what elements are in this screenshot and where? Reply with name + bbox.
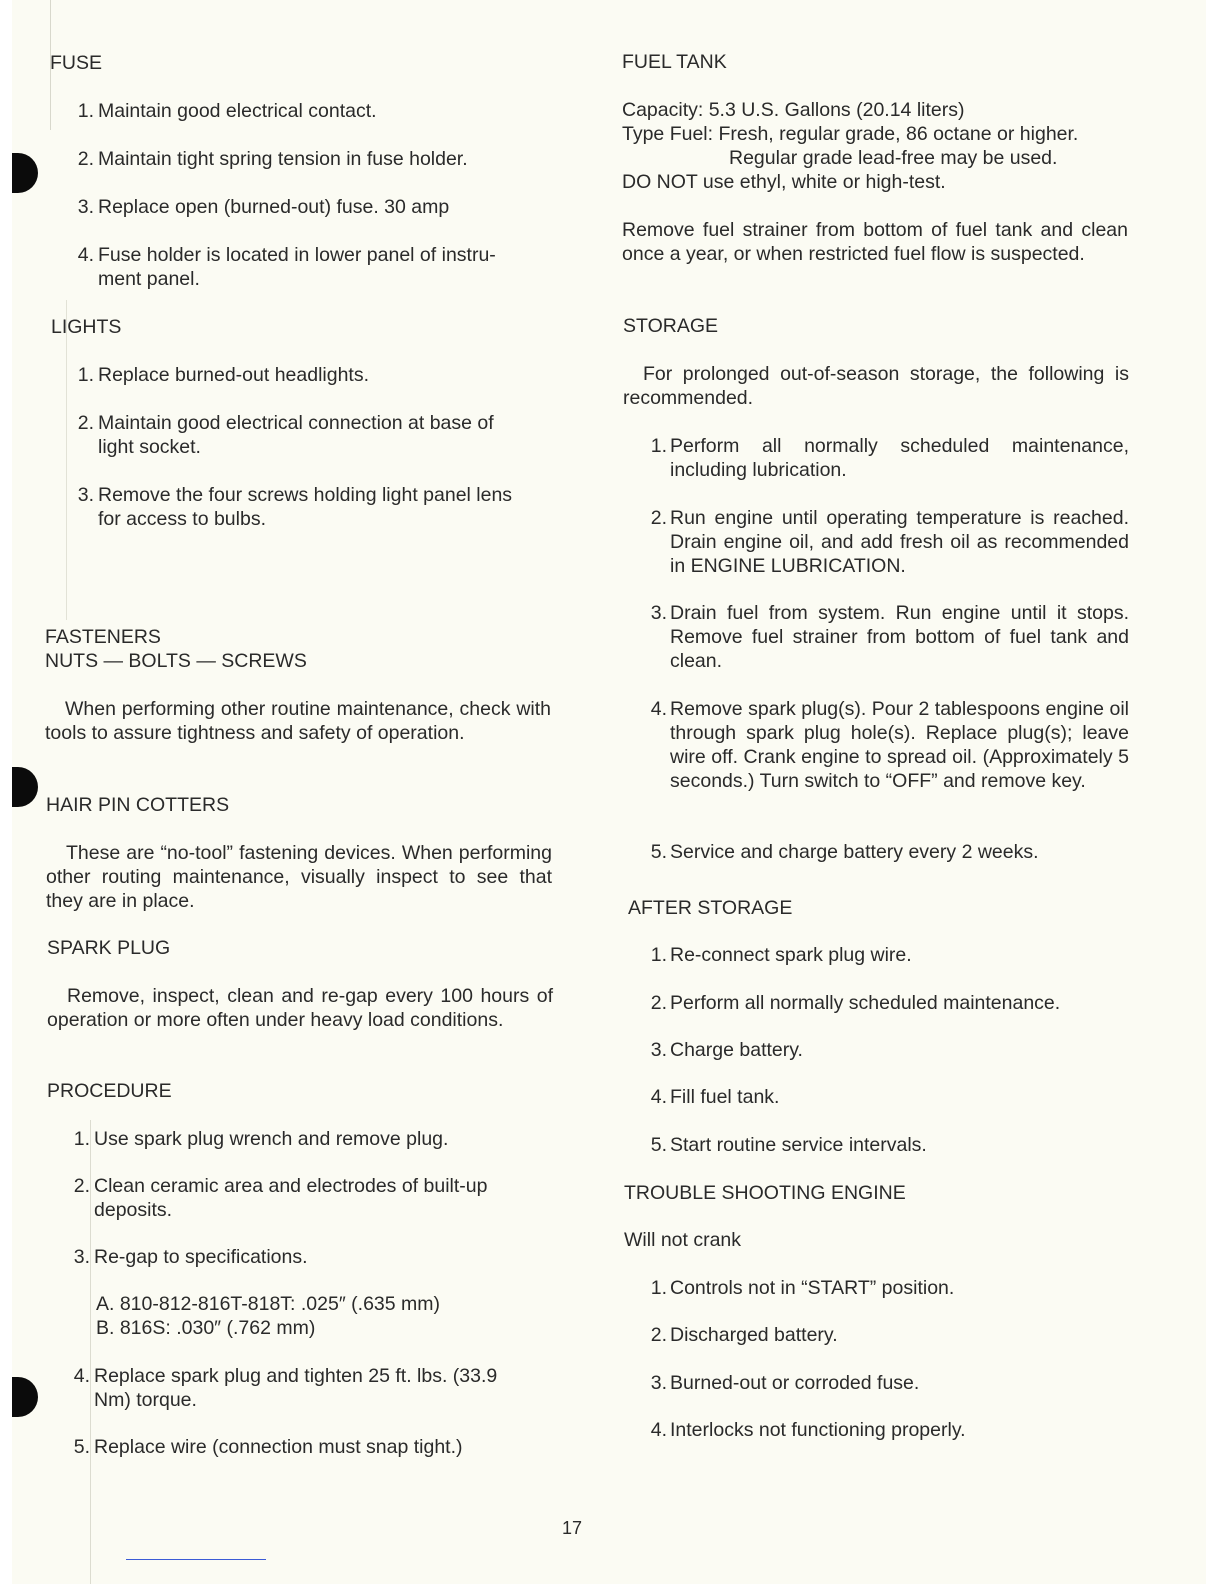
- subheading-will-not-crank: Will not crank: [624, 1229, 742, 1251]
- section-heading-lights: LIGHTS: [51, 316, 122, 338]
- section-heading-after-storage: AFTER STORAGE: [628, 897, 793, 919]
- section-heading-fuse: FUSE: [50, 52, 103, 74]
- section-heading-procedure: PROCEDURE: [47, 1080, 172, 1102]
- section-heading-fasteners: FASTENERS: [45, 626, 161, 648]
- page-fold-line: [66, 300, 67, 620]
- paragraph: Remove, inspect, clean and re-gap every 100 hours of operation or more often under heavy load conditions.: [47, 985, 553, 1031]
- paragraph: Remove fuel strainer from bottom of fuel tank and clean once a year, or when restricted fuel flow is suspected.: [622, 219, 1128, 265]
- fuel-warning: DO NOT use ethyl, white or high-test.: [622, 171, 946, 193]
- paragraph: For prolonged out-of-season storage, the following is recommended.: [623, 363, 1129, 409]
- section-heading-trouble-shooting: TROUBLE SHOOTING ENGINE: [624, 1182, 906, 1204]
- section-heading-hair-pin-cotters: HAIR PIN COTTERS: [46, 794, 230, 816]
- fuel-capacity: Capacity: 5.3 U.S. Gallons (20.14 liters): [622, 99, 965, 121]
- section-heading-storage: STORAGE: [623, 315, 718, 337]
- section-subheading-nuts-bolts: NUTS — BOLTS — SCREWS: [45, 650, 307, 672]
- section-heading-spark-plug: SPARK PLUG: [47, 937, 171, 959]
- fuel-type-note: Regular grade lead-free may be used.: [729, 147, 1058, 169]
- paragraph: These are “no-tool” fastening devices. When performing other routing maintenance, visually inspect to see that they are in place.: [46, 842, 552, 912]
- page-number: 17: [562, 1518, 583, 1538]
- section-heading-fuel-tank: FUEL TANK: [622, 51, 727, 73]
- spec-line: B. 816S: .030″ (.762 mm): [96, 1317, 316, 1339]
- page-fold-line: [90, 1120, 91, 1584]
- spec-line: A. 810-812-816T-818T: .025″ (.635 mm): [96, 1293, 441, 1315]
- fuel-type: Type Fuel: Fresh, regular grade, 86 octane or higher.: [622, 123, 1079, 145]
- paragraph: When performing other routine maintenance, check with tools to assure tightness and safety of operation.: [45, 698, 551, 744]
- footer-rule: [126, 1559, 266, 1560]
